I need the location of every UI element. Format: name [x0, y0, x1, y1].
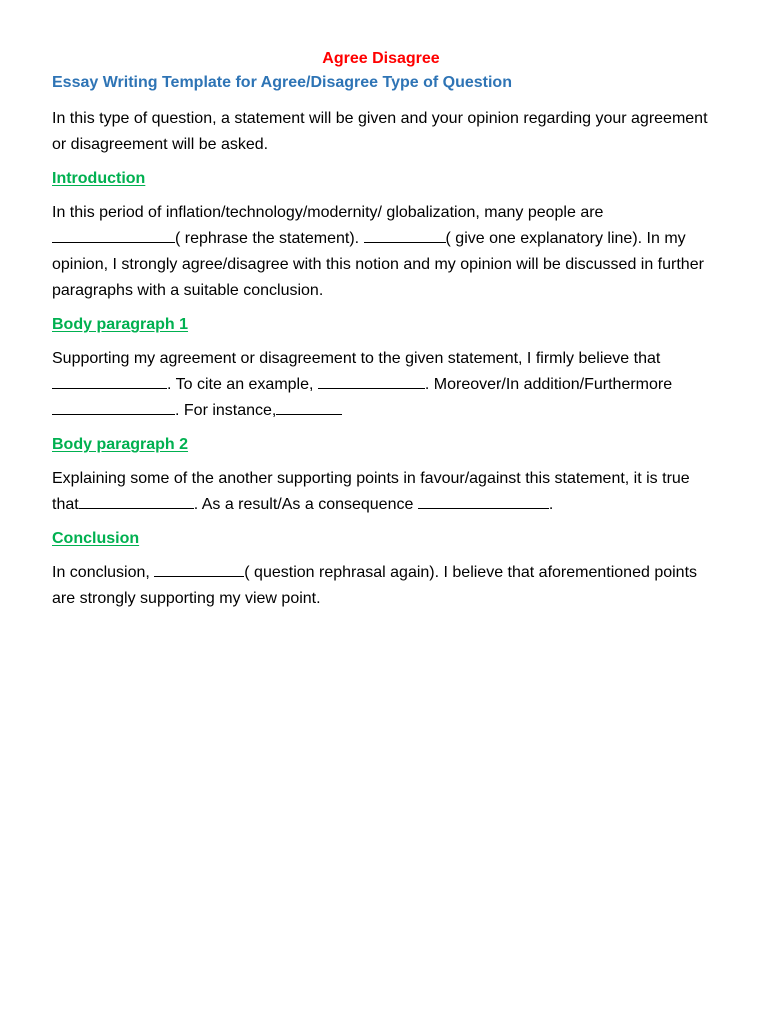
paragraph-text: ( rephrase the statement).	[175, 230, 364, 247]
paragraph-text: ( give one explanatory line). In my opinion, I strongly agree/disagree with this notion and my opinion will be discussed in further paragraphs with a suitable conclusion.	[52, 230, 704, 299]
section-heading: Body paragraph 1	[52, 316, 189, 333]
document-title: Agree Disagree	[322, 50, 440, 67]
paragraph-text: . As a result/As a consequence	[193, 496, 418, 513]
paragraph-text: . To cite an example,	[167, 376, 318, 393]
paragraph-text: ( question rephrasal again). I believe that aforementioned points are strongly supporting my view point.	[52, 564, 698, 607]
paragraph-text: In this period of inflation/technology/modernity/ globalization, many people are	[52, 204, 604, 221]
fill-in-blank	[154, 562, 244, 577]
paragraph-text: . For instance,	[175, 402, 277, 419]
section-heading: Conclusion	[52, 530, 140, 547]
section-paragraph	[52, 200, 710, 304]
paragraph-text: .	[548, 496, 554, 513]
fill-in-blank	[52, 228, 175, 243]
fill-in-blank	[79, 494, 194, 509]
section-heading: Body paragraph 2	[52, 436, 189, 453]
fill-in-blank	[318, 374, 425, 389]
section-heading: Introduction	[52, 170, 146, 187]
paragraph-text: In conclusion,	[52, 564, 155, 581]
section-paragraph	[52, 466, 710, 518]
fill-in-blank	[418, 494, 549, 509]
fill-in-blank	[276, 400, 342, 415]
section-paragraph	[52, 346, 710, 424]
fill-in-blank	[52, 374, 167, 389]
sections-container	[52, 168, 710, 612]
fill-in-blank	[52, 400, 175, 415]
intro-paragraph: In this type of question, a statement will be given and your opinion regarding your agreement or disagreement will be asked.	[52, 110, 708, 153]
paragraph-text: Supporting my agreement or disagreement to the given statement, I firmly believe that	[52, 350, 661, 367]
document-subtitle: Essay Writing Template for Agree/Disagree Type of Question	[52, 74, 512, 91]
fill-in-blank	[364, 228, 446, 243]
section-paragraph	[52, 560, 710, 612]
paragraph-text: Explaining some of the another supporting points in favour/against this statement, it is true that	[52, 470, 690, 513]
paragraph-text: . Moreover/In addition/Furthermore	[424, 376, 673, 393]
